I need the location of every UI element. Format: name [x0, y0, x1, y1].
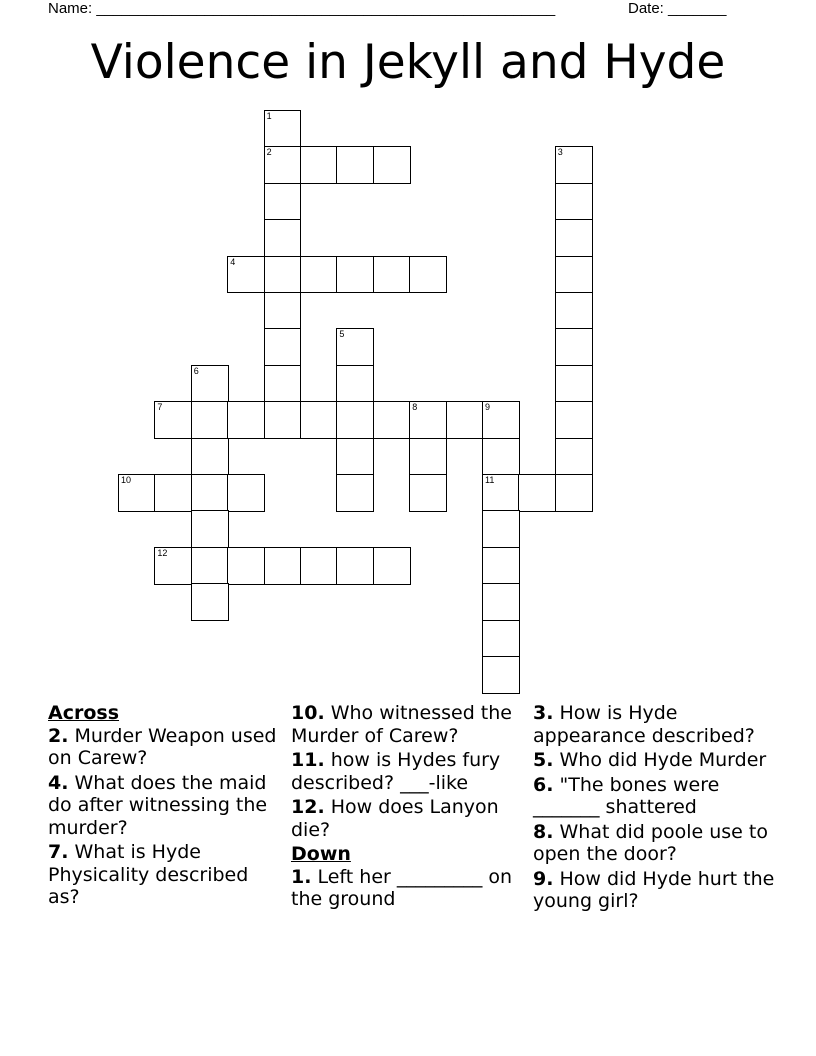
clue-number-label: 11 [485, 475, 495, 485]
crossword-cell[interactable] [482, 438, 520, 476]
crossword-cell[interactable] [555, 183, 593, 221]
crossword-cell[interactable] [409, 474, 447, 512]
clue-number: 3. [533, 702, 554, 724]
crossword-cell[interactable] [336, 438, 374, 476]
crossword-cell[interactable] [336, 328, 374, 366]
crossword-cell[interactable] [555, 292, 593, 330]
crossword-cell[interactable] [555, 256, 593, 294]
date-field[interactable]: Date: _______ [628, 0, 727, 17]
clue-text: What does the maid do after witnessing the murder? [48, 771, 268, 839]
crossword-cell[interactable] [264, 146, 302, 184]
clue-number-label: 6 [193, 365, 199, 376]
crossword-cell[interactable] [446, 401, 484, 439]
crossword-cell[interactable] [555, 328, 593, 366]
crossword-cell[interactable] [482, 401, 520, 439]
clue-text: What is Hyde Physicality described as? [48, 841, 249, 908]
crossword-cell[interactable] [518, 474, 556, 512]
clue-text: Murder Weapon used on Carew? [48, 724, 277, 769]
crossword-cell[interactable] [264, 219, 302, 257]
crossword-cell[interactable] [264, 401, 302, 439]
crossword-cell[interactable] [482, 620, 520, 658]
crossword-cell[interactable] [409, 256, 447, 294]
crossword-cell[interactable] [227, 474, 265, 512]
clue-number: 5. [533, 749, 554, 771]
clue-number: 6. [533, 773, 554, 796]
clue-number-label: 10 [121, 475, 132, 485]
crossword-cell[interactable] [264, 256, 302, 294]
clue-text: What did poole use to open the door? [533, 820, 768, 865]
down-heading: Down [291, 843, 351, 865]
crossword-cell[interactable] [300, 547, 338, 585]
clue-number: 10. [291, 702, 325, 724]
clue-column-2 [291, 702, 526, 913]
clue-down-6 [533, 774, 783, 819]
clue-across-12 [291, 796, 526, 841]
crossword-cell[interactable] [555, 474, 593, 512]
clue-text: Who did Hyde Murder [553, 749, 767, 771]
crossword-cell[interactable] [373, 401, 411, 439]
crossword-cell[interactable] [336, 474, 374, 512]
clue-text: how is Hydes fury described? ___-like [291, 749, 501, 794]
crossword-cell[interactable] [300, 256, 338, 294]
crossword-cell[interactable] [373, 547, 411, 585]
crossword-cell[interactable] [336, 256, 374, 294]
clue-number-label: 9 [485, 402, 491, 413]
clue-text: Who witnessed the Murder of Carew? [291, 702, 512, 747]
clue-number-label: 2 [266, 147, 272, 158]
crossword-cell[interactable] [336, 365, 374, 403]
crossword-cell[interactable] [191, 365, 229, 403]
crossword-cell[interactable] [336, 401, 374, 439]
clue-text: Left her _________ on the ground [291, 865, 513, 910]
clue-down-8 [533, 821, 783, 866]
crossword-cell[interactable] [482, 510, 520, 548]
crossword-cell[interactable] [191, 401, 229, 439]
clue-number: 8. [533, 820, 554, 843]
crossword-cell[interactable] [227, 256, 265, 294]
clue-across-2 [48, 725, 278, 770]
crossword-cell[interactable] [191, 583, 229, 621]
crossword-cell[interactable] [191, 510, 229, 548]
clue-across-11 [291, 749, 526, 794]
crossword-cell[interactable] [264, 292, 302, 330]
crossword-cell[interactable] [264, 365, 302, 403]
clue-number: 2. [48, 724, 69, 747]
clue-across-7 [48, 841, 278, 909]
clue-number-label: 4 [230, 256, 236, 267]
crossword-cell[interactable] [227, 401, 265, 439]
crossword-cell[interactable] [336, 146, 374, 184]
clue-text: How does Lanyon die? [291, 796, 499, 841]
crossword-cell[interactable] [555, 401, 593, 439]
crossword-cell[interactable] [336, 547, 374, 585]
crossword-cell[interactable] [555, 438, 593, 476]
crossword-cell[interactable] [482, 583, 520, 621]
name-field[interactable]: Name: _______________________________________________________ [48, 0, 556, 17]
crossword-cell[interactable] [227, 547, 265, 585]
clue-text: How is Hyde appearance described? [533, 702, 755, 747]
crossword-cell[interactable] [191, 438, 229, 476]
clue-text: How did Hyde hurt the young girl? [533, 867, 775, 912]
crossword-cell[interactable] [373, 146, 411, 184]
clue-across-10 [291, 702, 526, 747]
crossword-cell[interactable] [373, 256, 411, 294]
clue-down-9 [533, 868, 783, 913]
clue-down-1 [291, 866, 526, 911]
crossword-cell[interactable] [264, 110, 302, 148]
crossword-cell[interactable] [191, 547, 229, 585]
crossword-cell[interactable] [300, 146, 338, 184]
crossword-cell[interactable] [300, 401, 338, 439]
crossword-cell[interactable] [482, 547, 520, 585]
crossword-cell[interactable] [191, 474, 229, 512]
clue-number: 11. [291, 749, 325, 771]
clue-number: 4. [48, 771, 69, 794]
clue-number: 12. [291, 796, 325, 818]
crossword-cell[interactable] [154, 474, 192, 512]
clue-number: 7. [48, 841, 69, 863]
crossword-cell[interactable] [482, 474, 520, 512]
crossword-cell[interactable] [409, 438, 447, 476]
crossword-cell[interactable] [118, 474, 156, 512]
crossword-cell[interactable] [264, 547, 302, 585]
crossword-cell[interactable] [555, 146, 593, 184]
clue-number-label: 3 [557, 147, 563, 158]
clue-column-1 [48, 702, 278, 911]
page-title: Violence in Jekyll and Hyde [90, 35, 726, 90]
clue-column-3 [533, 702, 783, 915]
clue-across-4 [48, 772, 278, 840]
crossword-cell[interactable] [409, 401, 447, 439]
clue-number: 9. [533, 867, 554, 890]
clue-number-label: 5 [339, 329, 345, 340]
clue-down-3 [533, 702, 783, 747]
crossword-cell[interactable] [555, 219, 593, 257]
crossword-cell[interactable] [264, 328, 302, 366]
across-heading: Across [48, 702, 120, 724]
clue-number-label: 8 [412, 402, 418, 413]
crossword-cell[interactable] [482, 656, 520, 694]
clue-down-5 [533, 749, 783, 772]
crossword-cell[interactable] [264, 183, 302, 221]
clue-number-label: 7 [157, 402, 163, 413]
clue-text: "The bones were _______ shattered [533, 773, 720, 818]
clue-number-label: 12 [157, 547, 168, 558]
crossword-cell[interactable] [154, 401, 192, 439]
clue-number: 1. [291, 865, 312, 888]
crossword-cell[interactable] [555, 365, 593, 403]
crossword-cell[interactable] [154, 547, 192, 585]
clue-number-label: 1 [266, 111, 272, 121]
